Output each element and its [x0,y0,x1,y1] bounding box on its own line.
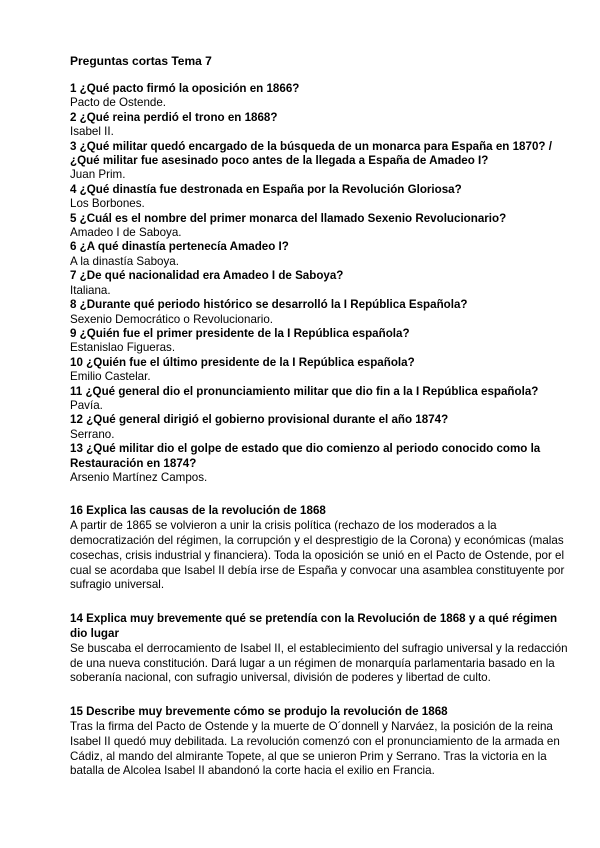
answer: Los Borbones. [70,197,145,211]
question: 1 ¿Qué pacto firmó la oposición en 1866? [70,82,300,95]
answer: Pacto de Ostende. [70,96,167,110]
answer: Estanislao Figueras. [70,341,176,355]
question: 5 ¿Cuál es el nombre del primer monarca del llamado Sexenio Revolucionario? [70,211,507,225]
essay-section [70,612,576,686]
list-item [70,140,576,183]
answer: A la dinastía Saboya. [70,254,179,268]
answer: Serrano. [70,427,115,441]
short-questions-list [70,82,576,485]
list-item [70,212,576,241]
list-item [70,183,576,212]
list-item [70,269,576,298]
answer: Isabel II. [70,125,114,139]
list-item [70,327,576,356]
answer: Arsenio Martínez Campos. [70,470,208,484]
question: 9 ¿Quién fue el primer presidente de la I República española? [70,326,410,340]
answer: Emilio Castelar. [70,370,151,384]
question: 7 ¿De qué nacionalidad era Amadeo I de Saboya? [70,269,344,283]
list-item [70,385,576,414]
list-item [70,82,576,111]
answer: Sexenio Democrático o Revolucionario. [70,312,273,326]
essay-section [70,705,576,779]
list-item [70,356,576,385]
list-item [70,111,576,140]
list-item [70,298,576,327]
question: 13 ¿Qué militar dio el golpe de estado que dio comienzo al periodo conocido como la Restauración en 1874? [70,442,541,470]
page-title: Preguntas cortas Tema 7 [70,54,212,68]
answer: Italiana. [70,283,111,297]
question: 3 ¿Qué militar quedó encargado de la búsqueda de un monarca para España en 1870? / ¿Qué militar fue asesinado poco antes de la llegada a España de Amadeo I? [70,139,552,168]
question: 10 ¿Quién fue el último presidente de la I República española? [70,355,415,369]
answer: Pavía. [70,398,103,412]
question: 4 ¿Qué dinastía fue destronada en España por la Revolución Gloriosa? [70,182,462,196]
essay-question: 14 Explica muy brevemente qué se pretendía con la Revolución de 1868 y a qué régimen dio lugar [70,612,558,640]
essay-answer: Se buscaba el derrocamiento de Isabel II, el establecimiento del sufragio universal y la redacción de una nueva constitución. Dará lugar a un régimen de monarquía parlamentaria basado en la soberanía nacional, con sufragio universal, división de poderes y libertad de culto. [70,641,568,685]
question: 2 ¿Qué reina perdió el trono en 1868? [70,110,278,124]
question: 12 ¿Qué general dirigió el gobierno provisional durante el año 1874? [70,413,449,427]
answer: Amadeo I de Saboya. [70,226,182,240]
question: 6 ¿A qué dinastía pertenecía Amadeo I? [70,240,289,254]
essay-answer: Tras la firma del Pacto de Ostende y la muerte de O´donnell y Narváez, la posición de la reina Isabel II quedó muy debilitada. La revolución comenzó con el pronunciamiento de la armada en Cádiz, al mando del almirante Topete, al que se unieron Prim y Serrano. Tras la victoria en la batalla de Alcolea Isabel II abandonó la corte hacia el exilio en Francia. [70,719,560,778]
essay-answer: A partir de 1865 se volvieron a unir la crisis política (rechazo de los moderados a la democratización del régimen, la corrupción y el desprestigio de la Corona) y económicas (malas cosechas, crisis industrial y financiera). Toda la oposición se unió en el Pacto de Ostende, por el cual se acordaba que Isabel II debía irse de España y convocar una asamblea constituyente por sufragio universal. [70,519,565,592]
list-item [70,442,576,485]
question: 8 ¿Durante qué periodo histórico se desarrolló la I República Española? [70,298,468,312]
essay-question: 16 Explica las causas de la revolución de 1868 [70,504,326,518]
essay-question: 15 Describe muy brevemente cómo se produjo la revolución de 1868 [70,705,448,719]
list-item [70,413,576,442]
answer: Juan Prim. [70,168,126,182]
essay-section [70,504,576,593]
question: 11 ¿Qué general dio el pronunciamiento militar que dio fin a la I República española? [70,384,539,398]
list-item [70,240,576,269]
